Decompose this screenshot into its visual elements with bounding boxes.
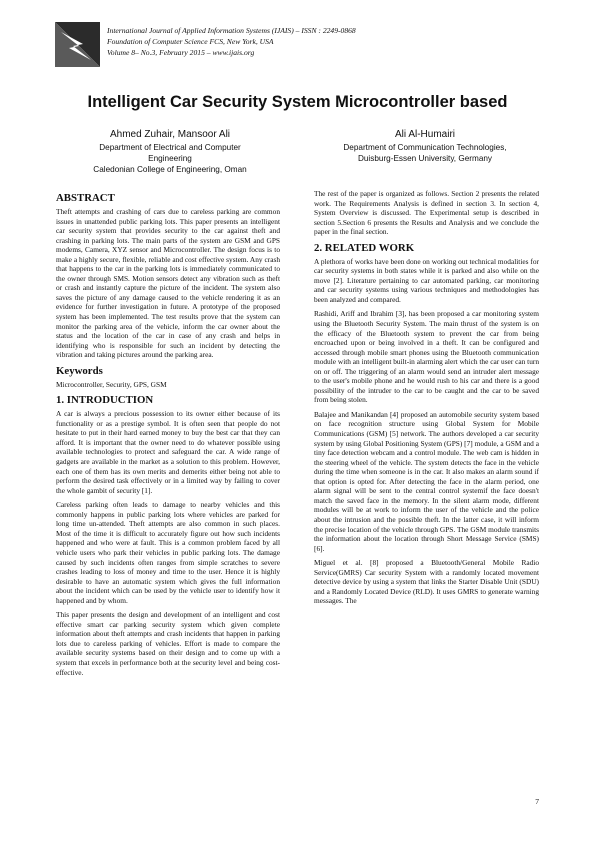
page-number: 7 [535, 797, 539, 806]
journal-publisher: Foundation of Computer Science FCS, New York, USA [107, 37, 274, 46]
paper-title: Intelligent Car Security System Microcontroller based [87, 93, 508, 111]
author-institution: Caledonian College of Engineering, Oman [93, 165, 247, 174]
left-column [56, 189, 280, 682]
right-column [314, 189, 539, 611]
keywords-heading: Keywords [56, 364, 103, 377]
journal-name: International Journal of Applied Information Systems (IJAIS) – ISSN : 2249-0868 [107, 26, 356, 35]
journal-volume: Volume 8– No.3, February 2015 – www.ijais.org [107, 48, 255, 57]
paragraph: This paper presents the design and development of an intelligent and cost effective smart car parking security system which given complete information about theft attempts and crash incidents that happen in parking lots due to careless parking of vehicles. Effort is made to compare the available security systems based on their design and to come up with a system that excels in performance both at the security level and being cost-effective. [56, 610, 280, 677]
author-department: Department of Communication Technologies, [343, 143, 507, 152]
author-department: Department of Electrical and Computer Engineering [99, 143, 241, 163]
paragraph: The rest of the paper is organized as follows. Section 2 presents the related work. The Requirements Analysis is defined in section 3. In section 4, System Overview is discussed. The Experimental setup is described in section 5.Section 6 presents the Results and Analysis and we conclude the paper in the final section. [314, 189, 539, 237]
paragraph: A plethora of works have been done on working out technical modalities for car security systems in both states while it is parked and also while on the move [2]. Literature pertaining to car automated parking, car monitoring and car security systems using various techniques and methodologies has been analyzed and compared. [314, 256, 539, 304]
paragraph: Miguel et al. [8] proposed a Bluetooth/General Mobile Radio Service(GMRS) Car security System with a randomly located movement detective device by using a system that links the Starter Disable Unit (SDU) and a Randomly Located Device (RLD). It uses GMRS to generate warning messages. The [314, 558, 539, 606]
author-institution: Duisburg-Essen University, Germany [357, 154, 493, 163]
author-block-1 [58, 128, 282, 175]
abstract-heading: ABSTRACT [56, 192, 115, 204]
keywords-text: Microcontroller, Security, GPS, GSM [56, 379, 167, 389]
author-names: Ahmed Zuhair, Mansoor Ali [109, 129, 231, 140]
paragraph: Careless parking often leads to damage to nearby vehicles and this commonly happens in public parking lots where vehicles are parked for long time un-attended. Theft attempts are also common in such places. Most of the time it is difficult to accurately figure out how such incidents happened and who were at fault. This is a common problem faced by all vehicle users who park their vehicles in public parking lots. The damage caused by such incidents often ranges from simple scratches to severe crashes leading to loss of money and time to the user. Hence it is highly desirable to have an automatic system which gives the full information about the incident which can be used by the vehicle user to identify how it happened and by whom. [56, 500, 280, 605]
paragraph: A car is always a precious possession to its owner either because of its functionality or as a prestige symbol. It is often seen that people do not hesitate to put in their hard earned money to buy the best car that they can afford. It is important that the owner need to do whatever possible using available technologies to protect and safeguard the car. A wide range of gadgets are available in the market as a solution to this problem. However, each one of them has its own merits and demerits either being not able to perform the desired task effectively or in a limited way by failing to cover the whole gambit of security [1]. [56, 409, 280, 495]
journal-info [107, 25, 356, 58]
author-block-2 [310, 128, 540, 164]
journal-logo [55, 22, 100, 67]
author-names: Ali Al-Humairi [394, 129, 455, 140]
related-work-heading: 2. RELATED WORK [314, 241, 415, 254]
paragraph: Rashidi, Ariff and Ibrahim [3], has been proposed a car monitoring system using the Bluetooth Security System. The main thrust of the system is on the efficacy of the Bluetooth system to prevent the car from being encroached upon or being involved in a theft. It can be configured and accessed through mobile smart phones using the Bluetooth communication module with an intelligent built-in alarming alert which the car user can turn on or off. The triggering of an alarm would send an intruder alert message to the user's mobile phone and he would rush to his car and there is a good possibility of the intruder to the car to be caught and the car to be saved from being stolen. [314, 309, 539, 405]
paragraph: Balajee and Manikandan [4] proposed an automobile security system based on face recognition structure using Global System for Mobile Communications (GSM) [5] network. The authors developed a car security system by using Global Positioning System (GPS) [7] module, a GSM and a tiny face detection webcam and a control module. The web cam is hidden in the steering wheel of the vehicle. The system detects the face in the vehicle during the time when someone is in the car. It also makes an alarm sound if that option is opted for. After detecting the face in the alarm period, one alarm signal will be sent to the central control systemif the face doesn't match the saved face in the memory. In the silent alarm mode, different modules will be at work to inform the user of the vehicle and the police about the intrusion and the possible theft. In the latter case, it will inform the precise location of the vehicle through GPS. The GSM module transmits the information about the location through Short Message Service (SMS) [6]. [314, 409, 539, 553]
introduction-heading: 1. INTRODUCTION [56, 394, 154, 407]
abstract-text: Theft attempts and crashing of cars due to careless parking are common issues in unattended public parking lots. This paper presents an intelligent car security system that provides security to the car against theft and crashing in parking lots. The main parts of the system are GSM and GPS modems, Camera, XYZ sensor and Microcontroller. The design focus is to make a highly secure, flexible, reliable and cost effective system. Any crash that happens to the car in the parking lots is immediately communicated to the owner through SMS. Motion sensors detect any vibration such as theft or crash and instantly capture the picture of the incident. The system also saves the picture of any damage caused to the vehicle rendering it as an evidence for further investigation in future. A prototype of the proposed system has been implemented. The test results prove that the system can monitor the parking area of the vehicle, inform the car owner about the status and the location of the car in case of any crash and helps in identifying who is responsible for such an incident by detecting the vibration and taking pictures around the parking area. [56, 207, 280, 360]
